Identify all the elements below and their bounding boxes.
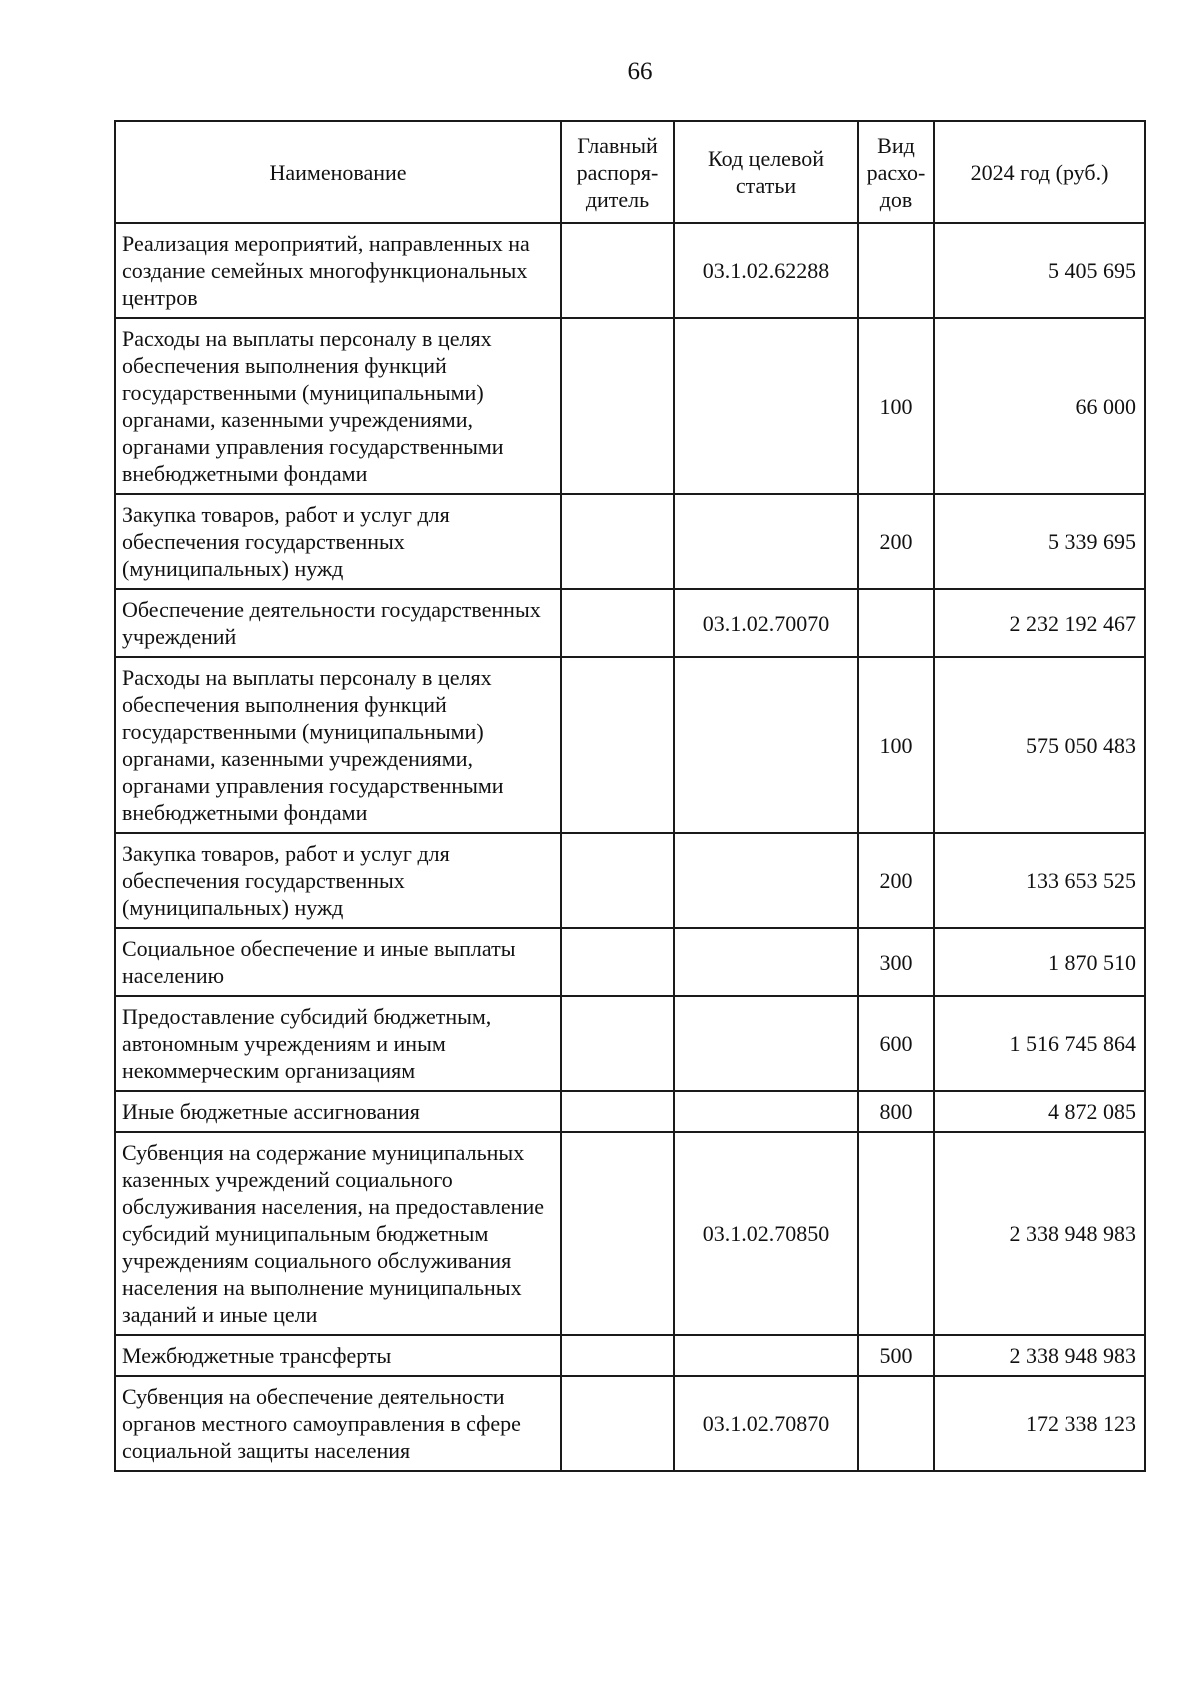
row-amount: 2 338 948 983 — [934, 1335, 1145, 1376]
row-admin — [561, 1091, 674, 1132]
row-code — [674, 1335, 858, 1376]
row-amount: 133 653 525 — [934, 833, 1145, 928]
budget-table — [114, 120, 1146, 1472]
row-name: Расходы на выплаты персоналу в целях обеспечения выполнения функций государственными (муниципальными) органами, казенными учреждениями, органами управления государственными внебюджетными фондами — [115, 657, 561, 833]
table-row — [115, 589, 1145, 657]
header-admin: Главный распоря-дитель — [561, 121, 674, 223]
header-kind: Вид расхо-дов — [858, 121, 934, 223]
row-name: Иные бюджетные ассигнования — [115, 1091, 561, 1132]
table-row — [115, 833, 1145, 928]
table-row — [115, 1091, 1145, 1132]
row-amount: 2 338 948 983 — [934, 1132, 1145, 1335]
row-code: 03.1.02.70070 — [674, 589, 858, 657]
table-row — [115, 1376, 1145, 1471]
row-name: Субвенция на содержание муниципальных казенных учреждений социального обслуживания населения, на предоставление субсидий муниципальным бюджетным учреждениям социального обслуживания населения на выполнение муниципальных заданий и иные цели — [115, 1132, 561, 1335]
table-row — [115, 928, 1145, 996]
row-name: Межбюджетные трансферты — [115, 1335, 561, 1376]
row-admin — [561, 494, 674, 589]
row-amount: 4 872 085 — [934, 1091, 1145, 1132]
row-kind: 100 — [858, 318, 934, 494]
row-kind — [858, 223, 934, 318]
row-name: Предоставление субсидий бюджетным, автономным учреждениям и иным некоммерческим организациям — [115, 996, 561, 1091]
row-amount: 1 870 510 — [934, 928, 1145, 996]
row-kind — [858, 589, 934, 657]
row-amount: 575 050 483 — [934, 657, 1145, 833]
table-row — [115, 657, 1145, 833]
table-row — [115, 1132, 1145, 1335]
row-kind: 200 — [858, 833, 934, 928]
row-code — [674, 928, 858, 996]
row-code — [674, 833, 858, 928]
row-admin — [561, 833, 674, 928]
row-admin — [561, 1132, 674, 1335]
row-code: 03.1.02.62288 — [674, 223, 858, 318]
row-kind: 500 — [858, 1335, 934, 1376]
row-amount: 66 000 — [934, 318, 1145, 494]
row-admin — [561, 589, 674, 657]
row-amount: 2 232 192 467 — [934, 589, 1145, 657]
row-amount: 5 339 695 — [934, 494, 1145, 589]
row-admin — [561, 1335, 674, 1376]
header-amount: 2024 год (руб.) — [934, 121, 1145, 223]
row-name: Закупка товаров, работ и услуг для обеспечения государственных (муниципальных) нужд — [115, 494, 561, 589]
row-code: 03.1.02.70850 — [674, 1132, 858, 1335]
row-kind — [858, 1376, 934, 1471]
table-row — [115, 996, 1145, 1091]
row-code — [674, 657, 858, 833]
row-admin — [561, 996, 674, 1091]
table-row — [115, 1335, 1145, 1376]
row-code — [674, 1091, 858, 1132]
table-row — [115, 318, 1145, 494]
row-kind: 100 — [858, 657, 934, 833]
table-row — [115, 223, 1145, 318]
row-amount: 1 516 745 864 — [934, 996, 1145, 1091]
page-number: 66 — [627, 58, 653, 85]
header-code: Код целевой статьи — [674, 121, 858, 223]
row-code: 03.1.02.70870 — [674, 1376, 858, 1471]
row-admin — [561, 928, 674, 996]
row-name: Социальное обеспечение и иные выплаты населению — [115, 928, 561, 996]
row-kind: 800 — [858, 1091, 934, 1132]
row-code — [674, 318, 858, 494]
row-name: Расходы на выплаты персоналу в целях обеспечения выполнения функций государственными (муниципальными) органами, казенными учреждениями, органами управления государственными внебюджетными фондами — [115, 318, 561, 494]
row-name: Реализация мероприятий, направленных на создание семейных многофункциональных центров — [115, 223, 561, 318]
table-header-row — [115, 121, 1145, 223]
row-amount: 172 338 123 — [934, 1376, 1145, 1471]
row-code — [674, 996, 858, 1091]
row-admin — [561, 223, 674, 318]
row-kind: 200 — [858, 494, 934, 589]
row-kind: 600 — [858, 996, 934, 1091]
row-code — [674, 494, 858, 589]
row-admin — [561, 1376, 674, 1471]
row-name: Закупка товаров, работ и услуг для обеспечения государственных (муниципальных) нужд — [115, 833, 561, 928]
row-admin — [561, 318, 674, 494]
row-admin — [561, 657, 674, 833]
table-row — [115, 494, 1145, 589]
header-name: Наименование — [115, 121, 561, 223]
row-kind: 300 — [858, 928, 934, 996]
row-kind — [858, 1132, 934, 1335]
row-name: Обеспечение деятельности государственных учреждений — [115, 589, 561, 657]
row-name: Субвенция на обеспечение деятельности органов местного самоуправления в сфере социальной защиты населения — [115, 1376, 561, 1471]
row-amount: 5 405 695 — [934, 223, 1145, 318]
